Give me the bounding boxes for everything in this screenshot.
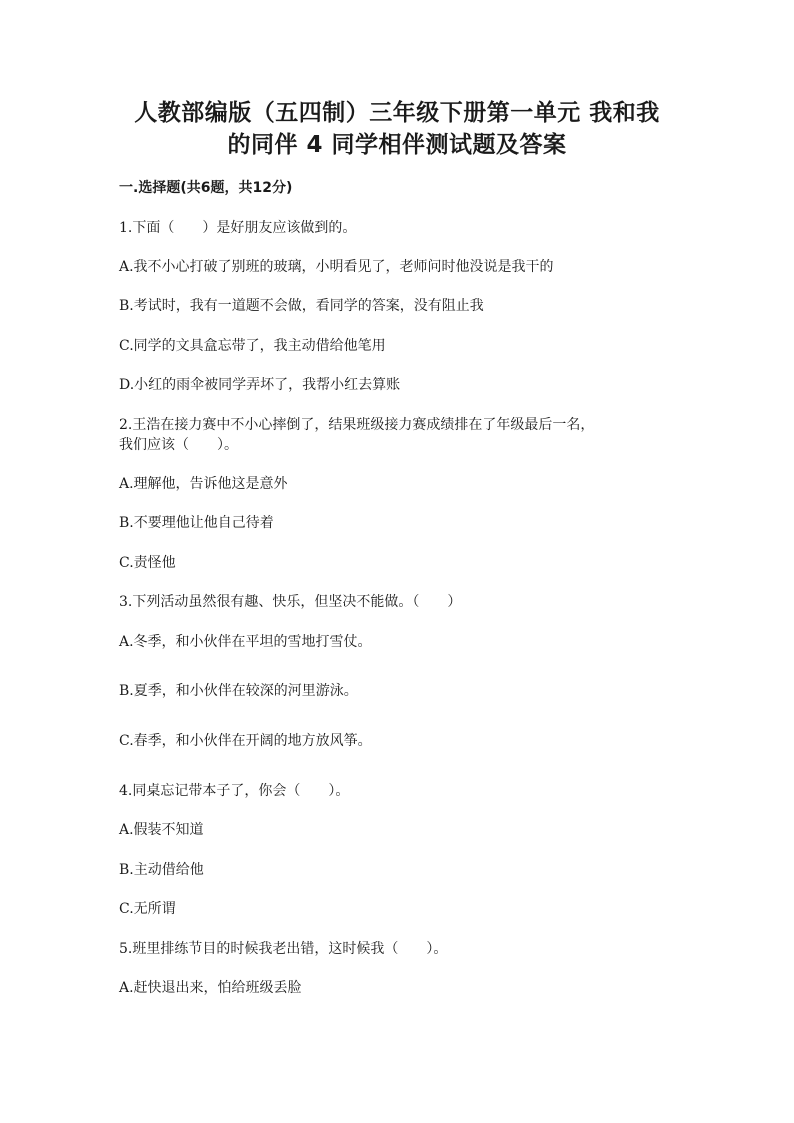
question-3-option-a: A.冬季，和小伙伴在平坦的雪地打雪仗。: [119, 634, 372, 650]
question-1-option-d: D.小红的雨伞被同学弄坏了，我帮小红去算账: [119, 377, 401, 393]
document-title-line-2: 的同伴 4 同学相伴测试题及答案: [227, 132, 567, 158]
question-2-option-a: A.理解他，告诉他这是意外: [119, 476, 288, 492]
question-5-option-a: A.赶快退出来，怕给班级丢脸: [119, 980, 302, 996]
question-4-option-c: C.无所谓: [119, 901, 176, 917]
question-2-text-line-2: 我们应该（ ）。: [119, 437, 238, 453]
question-2-option-c: C.责怪他: [119, 555, 176, 571]
question-3-text: 3.下列活动虽然很有趣、快乐，但坚决不能做。（ ）: [119, 594, 462, 610]
question-1-option-a: A.我不小心打破了别班的玻璃，小明看见了，老师问时他没说是我干的: [119, 259, 554, 275]
question-2-text-line-1: 2.王浩在接力赛中不小心摔倒了，结果班级接力赛成绩排在了年级最后一名，: [119, 417, 595, 433]
question-1-option-c: C.同学的文具盒忘带了，我主动借给他笔用: [119, 338, 386, 354]
question-4-option-a: A.假装不知道: [119, 822, 204, 838]
question-2-option-b: B.不要理他让他自己待着: [119, 515, 274, 531]
question-1-option-b: B.考试时，我有一道题不会做，看同学的答案，没有阻止我: [119, 298, 484, 314]
question-5-text: 5.班里排练节目的时候我老出错，这时候我（ ）。: [119, 941, 448, 957]
question-4-option-b: B.主动借给他: [119, 862, 204, 878]
section-heading: 一.选择题(共6题，共12分): [119, 180, 293, 196]
question-4-text: 4.同桌忘记带本子了，你会（ ）。: [119, 783, 350, 799]
question-3-option-c: C.春季，和小伙伴在开阔的地方放风筝。: [119, 733, 372, 749]
document-title-line-1: 人教部编版（五四制）三年级下册第一单元 我和我: [134, 100, 660, 126]
question-1-text: 1.下面（ ）是好朋友应该做到的。: [119, 220, 357, 236]
question-3-option-b: B.夏季，和小伙伴在较深的河里游泳。: [119, 683, 358, 699]
